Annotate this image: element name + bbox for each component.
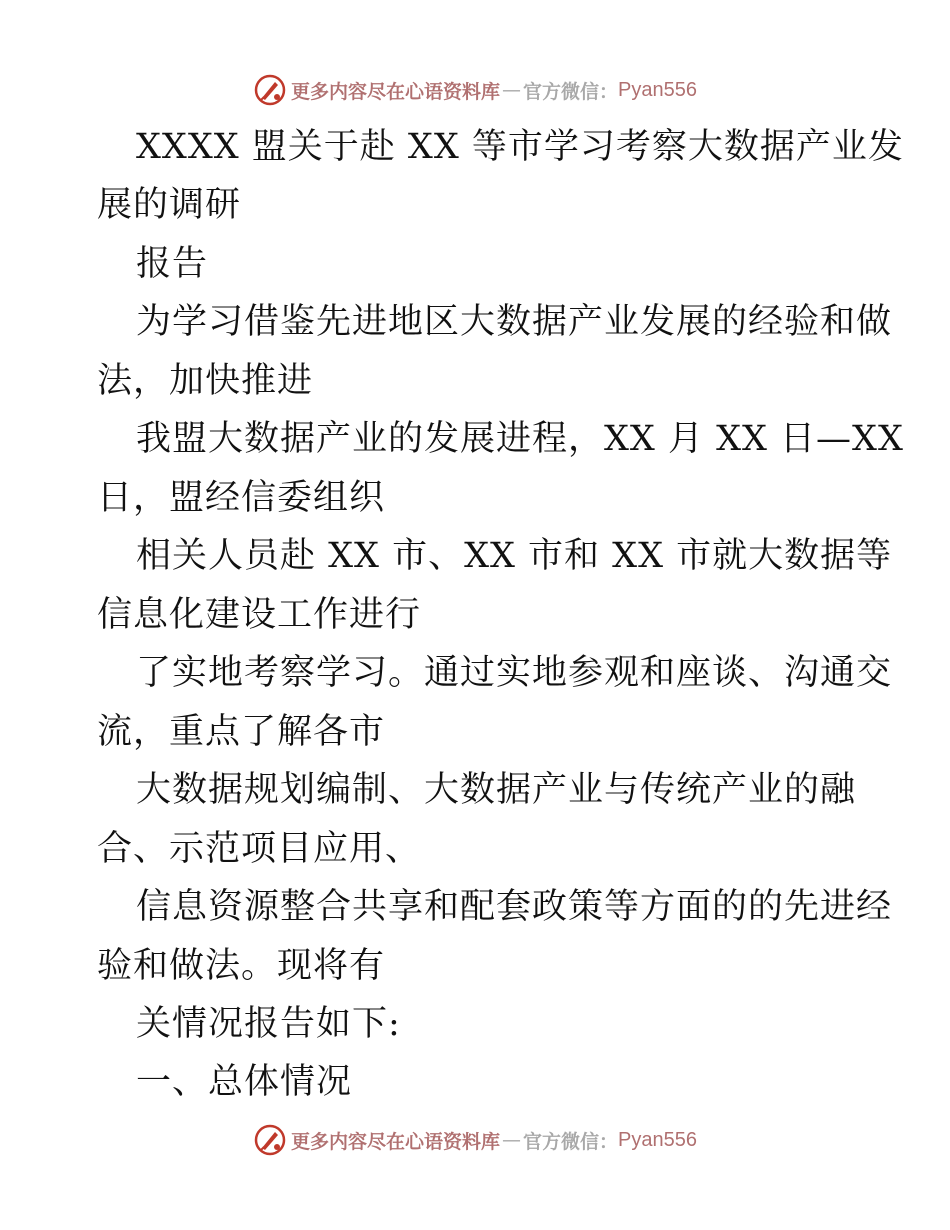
text-line: 验和做法。现将有 bbox=[97, 946, 386, 986]
watermark-separator: — bbox=[502, 79, 522, 101]
watermark-main-text: 更多内容尽在心语资料库 bbox=[291, 1130, 501, 1153]
text-line: 大数据规划编制、大数据产业与传统产业的融 bbox=[136, 770, 857, 810]
text-line: 我盟大数据产业的发展进程，XX 月 XX 日—XX bbox=[136, 419, 904, 459]
text-line: 相关人员赴 XX 市、XX 市和 XX 市就大数据等 bbox=[136, 536, 893, 576]
text-line: 日，盟经信委组织 bbox=[97, 478, 386, 518]
watermark-wechat-label: 官方微信： bbox=[523, 80, 619, 103]
text-line: 信息资源整合共享和配套政策等方面的的先进经 bbox=[136, 887, 893, 927]
quill-logo-icon bbox=[253, 1123, 287, 1157]
header-watermark bbox=[0, 70, 950, 110]
text-line: 报告 bbox=[136, 244, 209, 284]
text-line: 法，加快推进 bbox=[97, 361, 314, 401]
watermark-wechat-id: Pyan556 bbox=[618, 78, 697, 101]
section-heading: 一、总体情况 bbox=[136, 1062, 353, 1102]
text-line: 信息化建设工作进行 bbox=[97, 595, 422, 635]
quill-logo-icon bbox=[253, 73, 287, 107]
text-line: XXXX 盟关于赴 XX 等市学习考察大数据产业发 bbox=[136, 127, 904, 167]
watermark-separator: — bbox=[502, 1129, 522, 1151]
watermark-wechat-label: 官方微信： bbox=[523, 1130, 619, 1153]
text-line: 关情况报告如下: bbox=[136, 1004, 401, 1044]
watermark-main-text: 更多内容尽在心语资料库 bbox=[291, 80, 501, 103]
text-line: 了实地考察学习。通过实地参观和座谈、沟通交 bbox=[136, 653, 893, 693]
text-line: 合、示范项目应用、 bbox=[97, 829, 422, 869]
footer-watermark bbox=[0, 1120, 950, 1160]
watermark-wechat-id: Pyan556 bbox=[618, 1128, 697, 1151]
text-line: 为学习借鉴先进地区大数据产业发展的经验和做 bbox=[136, 302, 893, 342]
text-line: 展的调研 bbox=[97, 185, 242, 225]
text-line: 流，重点了解各市 bbox=[97, 712, 386, 752]
